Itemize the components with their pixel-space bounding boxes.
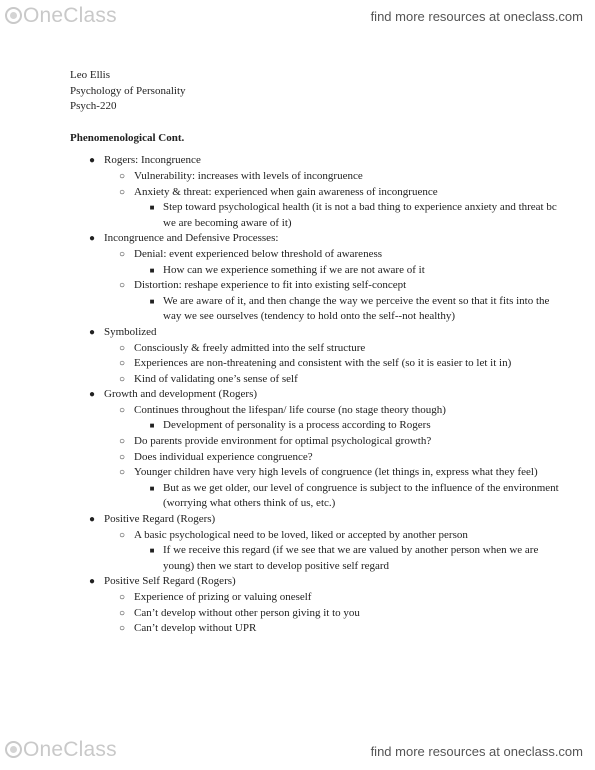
outline-item-level-2 — [104, 434, 570, 450]
outline-item-level-2 — [104, 450, 570, 466]
outline-item-text: Experiences are non-threatening and consistent with the self (so it is easier to let it in) — [134, 357, 512, 370]
bullet-icon: ○ — [118, 358, 126, 370]
outline-item-text: Symbolized — [104, 325, 157, 338]
outline-item-text: Positive Regard (Rogers) — [104, 513, 216, 526]
outline-item-level-1 — [70, 387, 570, 512]
bullet-icon: ● — [88, 514, 96, 526]
outline-item-text: Denial: event experienced below threshold of awareness — [134, 247, 383, 260]
sub-list — [134, 294, 570, 325]
bullet-icon: ○ — [118, 623, 126, 635]
bullet-icon: ○ — [118, 607, 126, 619]
bullet-icon: ■ — [149, 296, 155, 306]
bullet-icon: ○ — [118, 342, 126, 354]
sub-list — [134, 481, 570, 512]
outline-item-text: But as we get older, our level of congruence is subject to the influence of the environment (worrying what others think of us, etc.) — [163, 481, 559, 510]
page-footer — [0, 734, 595, 770]
outline-item-text: If we receive this regard (if we see that we are valued by another person when we are young) then we start to develop positive self regard — [163, 544, 539, 572]
bullet-icon: ● — [88, 155, 96, 167]
outline-item-level-3 — [134, 418, 570, 434]
oneclass-logo[interactable] — [5, 4, 117, 28]
outline-item-level-2 — [104, 247, 570, 278]
logo-text: OneClass — [23, 4, 117, 27]
outline-item-text: Can’t develop without other person giving it to you — [134, 606, 360, 619]
outline-item-text: Younger children have very high levels of congruence (let things in, express what they feel) — [134, 466, 538, 479]
outline-item-text: Experience of prizing or valuing oneself — [134, 591, 312, 603]
course-code: Psych-220 — [70, 100, 117, 113]
bullet-icon: ○ — [118, 404, 126, 416]
sub-list — [134, 263, 570, 279]
outline-item-level-2 — [104, 621, 570, 637]
outline-item-level-2 — [104, 606, 570, 622]
bullet-icon: ■ — [149, 483, 155, 493]
outline-item-level-3 — [134, 263, 570, 279]
sub-list — [104, 528, 570, 575]
bullet-icon: ■ — [149, 265, 155, 275]
outline-item-level-1 — [70, 574, 570, 636]
sub-list — [134, 418, 570, 434]
notes-outline — [70, 153, 570, 636]
sub-list — [104, 247, 570, 325]
outline-item-level-3 — [134, 294, 570, 325]
outline-item-level-1 — [70, 231, 570, 325]
footer-tagline-link[interactable]: find more resources at oneclass.com — [370, 744, 583, 759]
document-title: Phenomenological Cont. — [70, 131, 185, 144]
bullet-icon: ■ — [149, 203, 155, 213]
outline-item-level-2 — [104, 341, 570, 357]
bullet-icon: ○ — [118, 280, 126, 292]
outline-item-level-3 — [134, 481, 570, 512]
bullet-icon: ○ — [118, 436, 126, 448]
sub-list — [104, 403, 570, 512]
bullet-icon: ■ — [149, 421, 155, 431]
bullet-icon: ○ — [118, 248, 126, 260]
oneclass-logo-footer[interactable] — [5, 738, 117, 762]
bullet-icon: ● — [88, 233, 96, 245]
outline-item-text: Anxiety & threat: experienced when gain awareness of incongruence — [134, 185, 438, 198]
outline-item-text: Do parents provide environment for optimal psychological growth? — [134, 435, 432, 448]
outline-item-level-2 — [104, 185, 570, 232]
logo-mark-icon — [5, 7, 22, 24]
outline-item-level-2 — [104, 278, 570, 325]
outline-item-text: Does individual experience congruence? — [134, 450, 313, 463]
outline-item-level-2 — [104, 356, 570, 372]
outline-item-level-2 — [104, 465, 570, 512]
bullet-icon: ○ — [118, 592, 126, 603]
sub-list — [134, 200, 570, 231]
sub-list — [134, 543, 570, 574]
outline-item-level-2 — [104, 372, 570, 388]
outline-item-text: Rogers: Incongruence — [104, 154, 201, 167]
outline-item-text: Step toward psychological health (it is not a bad thing to experience anxiety and threat bc we are becoming aware of it) — [163, 201, 557, 229]
bullet-icon: ○ — [118, 529, 126, 541]
outline-item-text: Development of personality is a process according to Rogers — [163, 419, 431, 432]
bullet-icon: ● — [88, 576, 96, 588]
outline-item-level-1 — [70, 325, 570, 387]
bullet-icon: ■ — [149, 546, 155, 556]
outline-item-text: Vulnerability: increases with levels of incongruence — [134, 169, 363, 182]
outline-item-level-2 — [104, 403, 570, 434]
document-body — [70, 68, 570, 637]
bullet-icon: ● — [88, 389, 96, 401]
sub-list — [104, 169, 570, 231]
outline-item-text: Continues throughout the lifespan/ life course (no stage theory though) — [134, 403, 446, 416]
outline-item-text: Distortion: reshape experience to fit into existing self-concept — [134, 279, 407, 292]
page-header — [0, 0, 595, 34]
outline-item-level-3 — [134, 200, 570, 231]
outline-item-level-2 — [104, 528, 570, 575]
bullet-icon: ● — [88, 326, 96, 338]
outline-item-text: How can we experience something if we are not aware of it — [163, 263, 425, 276]
outline-item-text: Growth and development (Rogers) — [104, 388, 258, 401]
outline-item-level-2 — [104, 590, 570, 606]
bullet-icon: ○ — [118, 467, 126, 479]
outline-item-level-1 — [70, 512, 570, 574]
sub-list — [104, 341, 570, 388]
logo-text: OneClass — [23, 738, 117, 761]
outline-item-text: Consciously & freely admitted into the self structure — [134, 341, 366, 354]
header-tagline-link[interactable]: find more resources at oneclass.com — [370, 9, 583, 24]
outline-item-level-3 — [134, 543, 570, 574]
outline-item-level-2 — [104, 169, 570, 185]
outline-item-text: A basic psychological need to be loved, liked or accepted by another person — [134, 528, 468, 541]
outline-item-level-1 — [70, 153, 570, 231]
bullet-icon: ○ — [118, 373, 126, 385]
outline-item-text: Incongruence and Defensive Processes: — [104, 232, 279, 245]
logo-mark-icon — [5, 741, 22, 758]
author-name: Leo Ellis — [70, 69, 111, 81]
outline-item-text: We are aware of it, and then change the way we perceive the event so that it fits into the way we see ourselves (tendency to hold onto the self--not healthy) — [163, 294, 550, 323]
bullet-icon: ○ — [118, 186, 126, 198]
bullet-icon: ○ — [118, 451, 126, 463]
outline-item-text: Positive Self Regard (Rogers) — [104, 575, 236, 588]
bullet-icon: ○ — [118, 170, 126, 182]
course-name: Psychology of Personality — [70, 84, 186, 97]
sub-list — [104, 590, 570, 637]
outline-item-text: Can’t develop without UPR — [134, 622, 257, 635]
outline-item-text: Kind of validating one’s sense of self — [134, 372, 298, 385]
